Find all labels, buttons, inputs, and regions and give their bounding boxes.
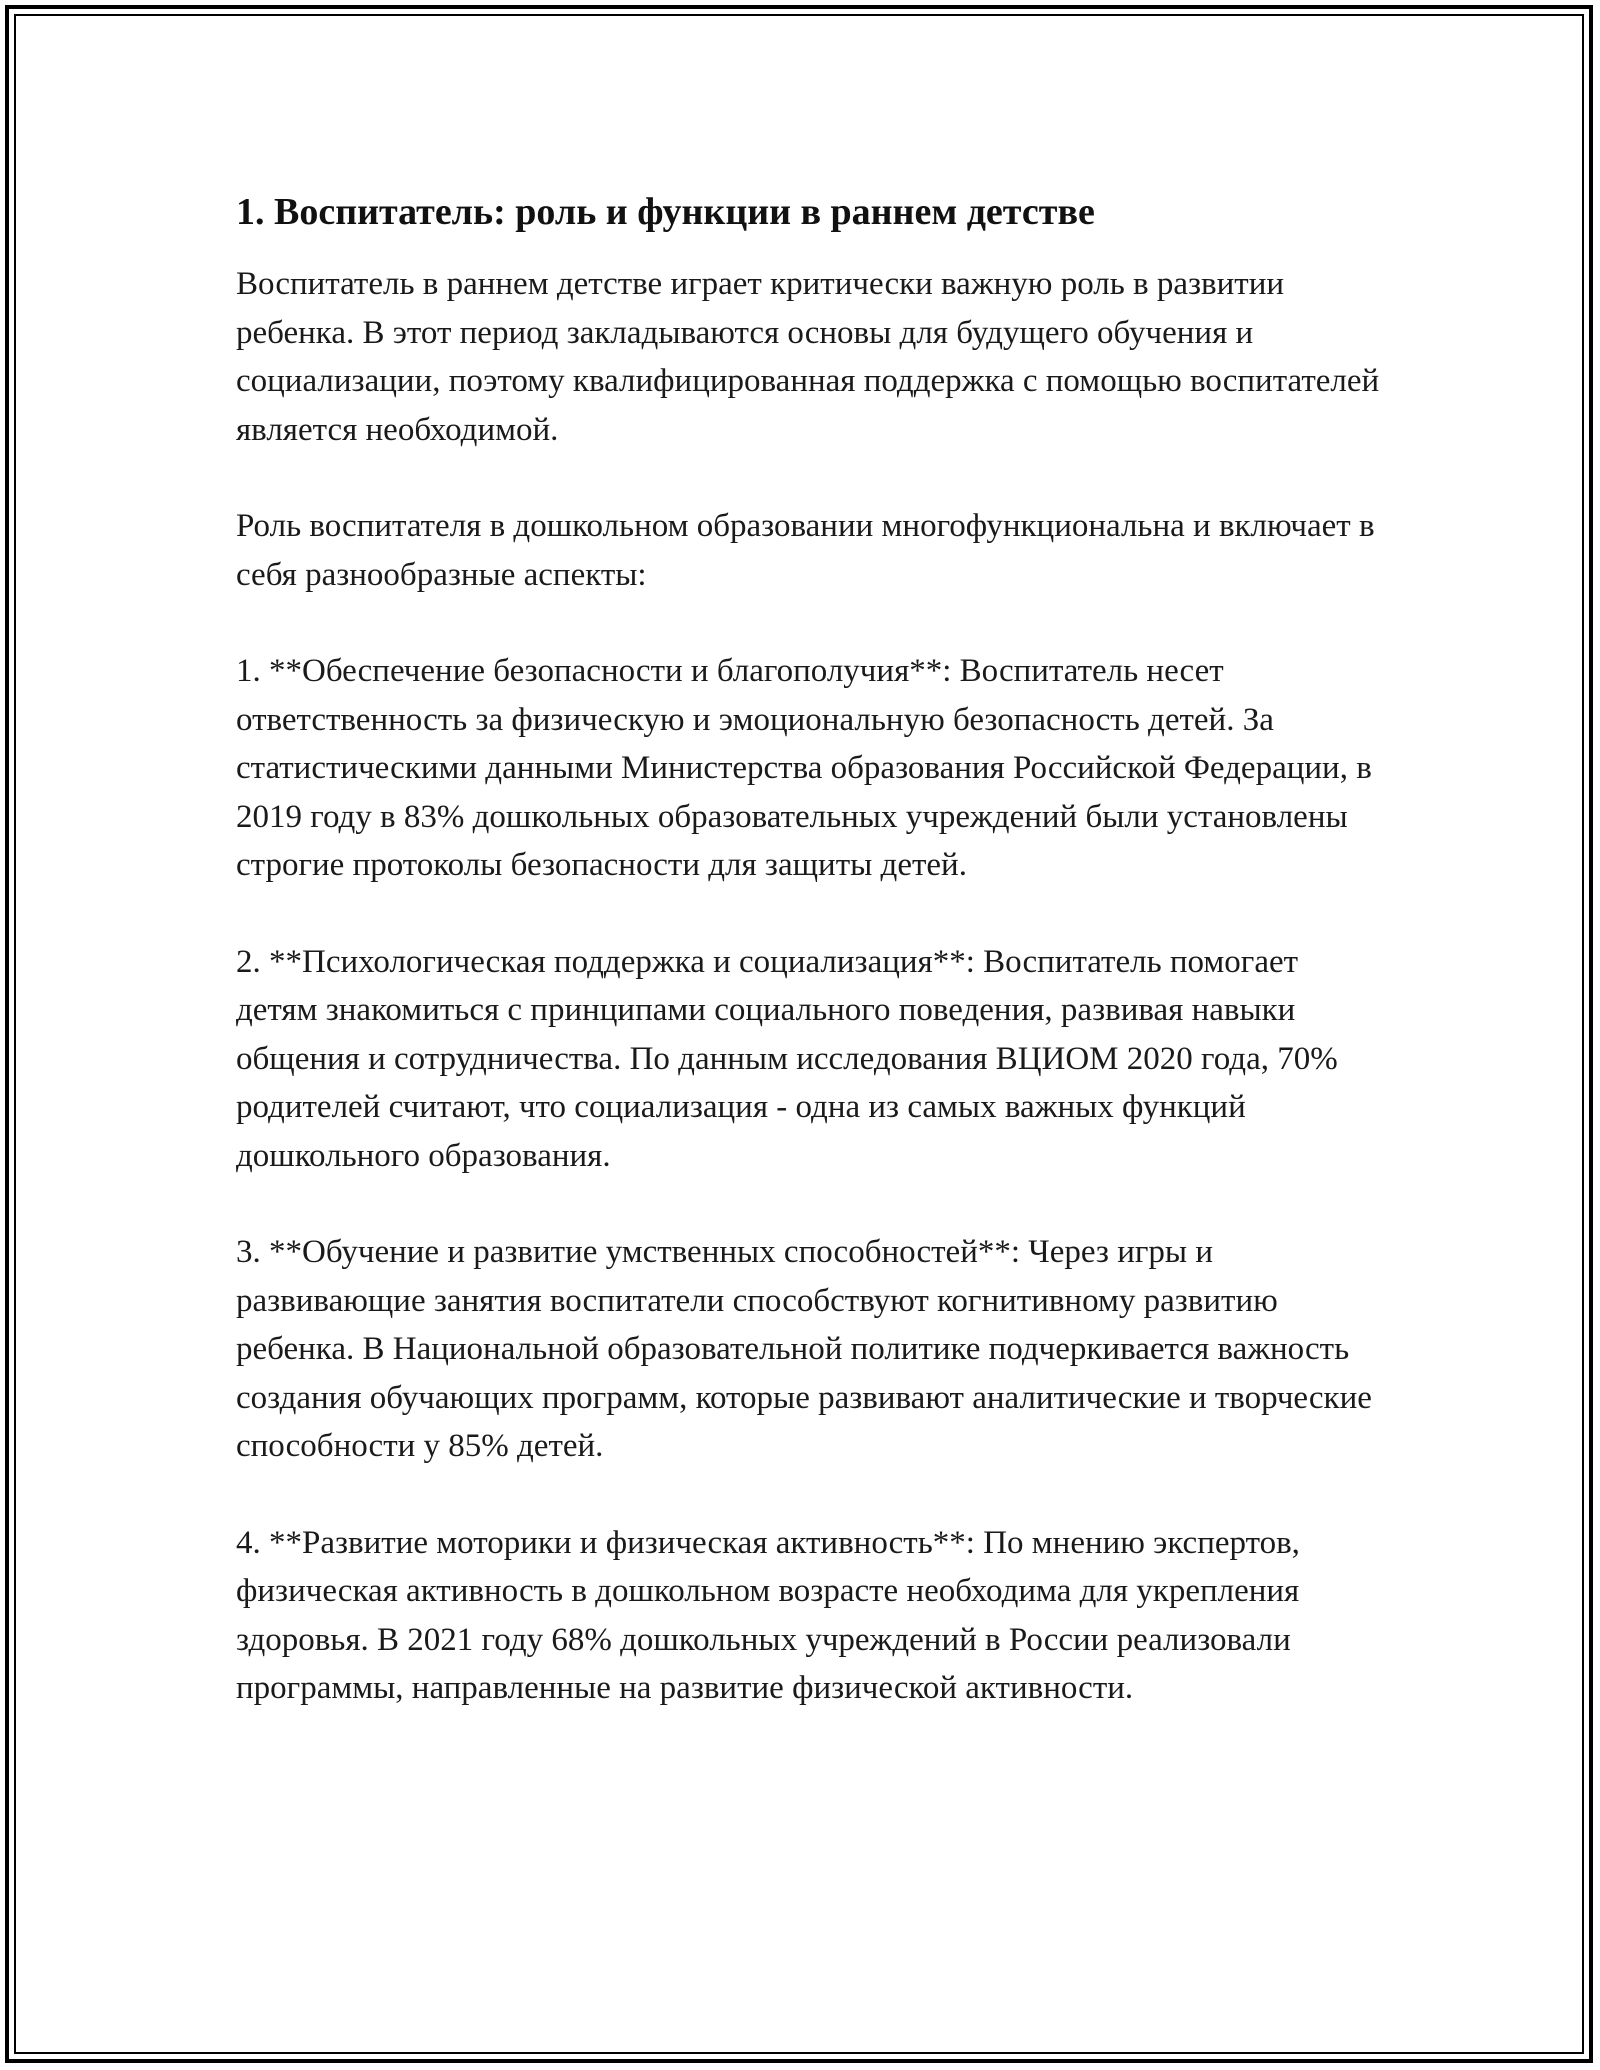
intro-paragraph: Воспитатель в раннем детстве играет критически важную роль в развитии ребенка. В этот период закладываются основы для будущего обучения и социализации, поэтому квалифицированная поддержка с помощью воспитателей является необходимой. xyxy=(236,266,1380,448)
role-overview-paragraph: Роль воспитателя в дошкольном образовании многофункциональна и включает в себя разнообразные аспекты: xyxy=(236,508,1375,593)
list-item-safety: 1. **Обеспечение безопасности и благополучия**: Воспитатель несет ответственность за физическую и эмоциональную безопасность детей. За статистическими данными Министерства образования Российской Федерации, в 2019 году в 83% дошкольных образовательных учреждений были установлены строгие протоколы безопасности для защиты детей. xyxy=(236,653,1372,883)
list-item-physical: 4. **Развитие моторики и физическая активность**: По мнению экспертов, физическая активность в дошкольном возрасте необходима для укрепления здоровья. В 2021 году 68% дошкольных учреждений в России реализовали программы, направленные на развитие физической активности. xyxy=(236,1524,1300,1706)
document-body xyxy=(236,186,1386,1761)
section-title: 1. Воспитатель: роль и функции в раннем детстве xyxy=(236,191,1095,233)
list-item-socialization: 2. **Психологическая поддержка и социализация**: Воспитатель помогает детям знакомиться с принципами социального поведения, развивая навыки общения и сотрудничества. По данным исследования ВЦИОМ 2020 года, 70% родителей считают, что социализация - одна из самых важных функций дошкольного образования. xyxy=(236,943,1338,1174)
list-item-cognitive: 3. **Обучение и развитие умственных способностей**: Через игры и развивающие занятия воспитатели способствуют когнитивному развитию ребенка. В Национальной образовательной политике подчеркивается важность создания обучающих программ, которые развивают аналитические и творческие способности у 85% детей. xyxy=(236,1234,1372,1464)
